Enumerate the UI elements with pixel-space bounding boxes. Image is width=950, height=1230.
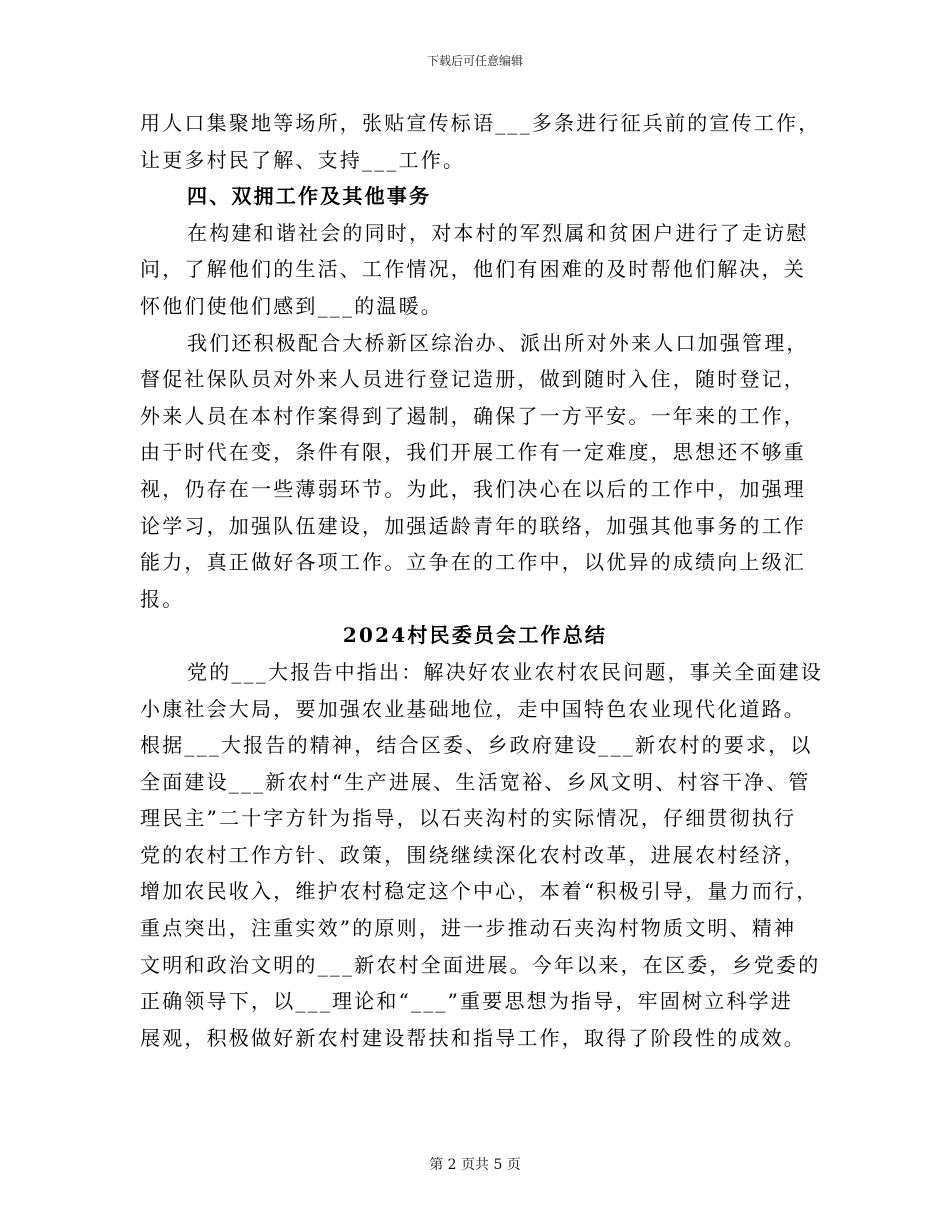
document-body <box>140 105 823 1056</box>
body-line: 理民主”二十字方针为指导，以石夹沟村的实际情况，仔细贯彻执行 <box>140 806 797 831</box>
body-line: 能力，真正做好各项工作。立争在的工作中，以优异的成绩向上级汇 <box>140 550 806 575</box>
body-line: 督促社保队员对外来人员进行登记造册，做到随时入住，随时登记， <box>140 367 806 392</box>
body-line: 让更多村民了解、支持___工作。 <box>140 147 466 172</box>
body-line: 在构建和谐社会的同时，对本村的军烈属和贫困户进行了走访慰 <box>187 220 809 245</box>
body-line: 我们还积极配合大桥新区综治办、派出所对外来人口加强管理， <box>187 330 809 355</box>
body-line: 视，仍存在一些薄弱环节。为此，我们决心在以后的工作中，加强理 <box>140 476 806 501</box>
body-line: 小康社会大局，要加强农业基础地位，走中国特色农业现代化道路。 <box>140 696 806 721</box>
document-title: 2024村民委员会工作总结 <box>342 623 608 648</box>
body-line: 重点突出，注重实效”的原则，进一步推动石夹沟村物质文明、精神 <box>140 916 797 941</box>
body-line: 党的___大报告中指出：解决好农业农村农民问题，事关全面建设 <box>187 659 823 684</box>
body-line: 用人口集聚地等场所，张贴宣传标语___多条进行征兵前的宣传工作， <box>140 111 821 135</box>
section-heading: 四、双拥工作及其他事务 <box>187 184 432 209</box>
body-line: 正确领导下，以___理论和“___”重要思想为指导，牢固树立科学进 <box>140 989 794 1014</box>
body-line: 由于时代在变，条件有限，我们开展工作有一定难度，思想还不够重 <box>140 440 806 465</box>
body-line: 怀他们使他们感到___的温暖。 <box>140 293 443 318</box>
page-header: 下载后可任意编辑 <box>426 54 523 68</box>
body-line: 问，了解他们的生活、工作情况，他们有困难的及时帮他们解决，关 <box>140 257 806 282</box>
body-line: 报。 <box>140 586 185 611</box>
body-line: 展观，积极做好新农村建设帮扶和指导工作，取得了阶段性的成效。 <box>140 1025 806 1050</box>
body-line: 外来人员在本村作案得到了遏制，确保了一方平安。一年来的工作， <box>140 403 806 428</box>
body-line: 增加农民收入，维护农村稳定这个中心，本着“积极引导，量力而行， <box>140 879 819 904</box>
body-line: 文明和政治文明的___新农村全面进展。今年以来，在区委，乡党委的 <box>140 952 821 977</box>
body-line: 全面建设___新农村“生产进展、生活宽裕、乡风文明、村容干净、管 <box>140 769 811 794</box>
body-line: 根据___大报告的精神，结合区委、乡政府建设___新农村的要求，以 <box>140 733 813 758</box>
body-line: 党的农村工作方针、政策，围绕继续深化农村改革，进展农村经济， <box>140 842 806 867</box>
body-line: 论学习，加强队伍建设，加强适龄青年的联络，加强其他事务的工作 <box>140 513 806 538</box>
page-number: 第 2 页共 5 页 <box>429 1157 521 1173</box>
